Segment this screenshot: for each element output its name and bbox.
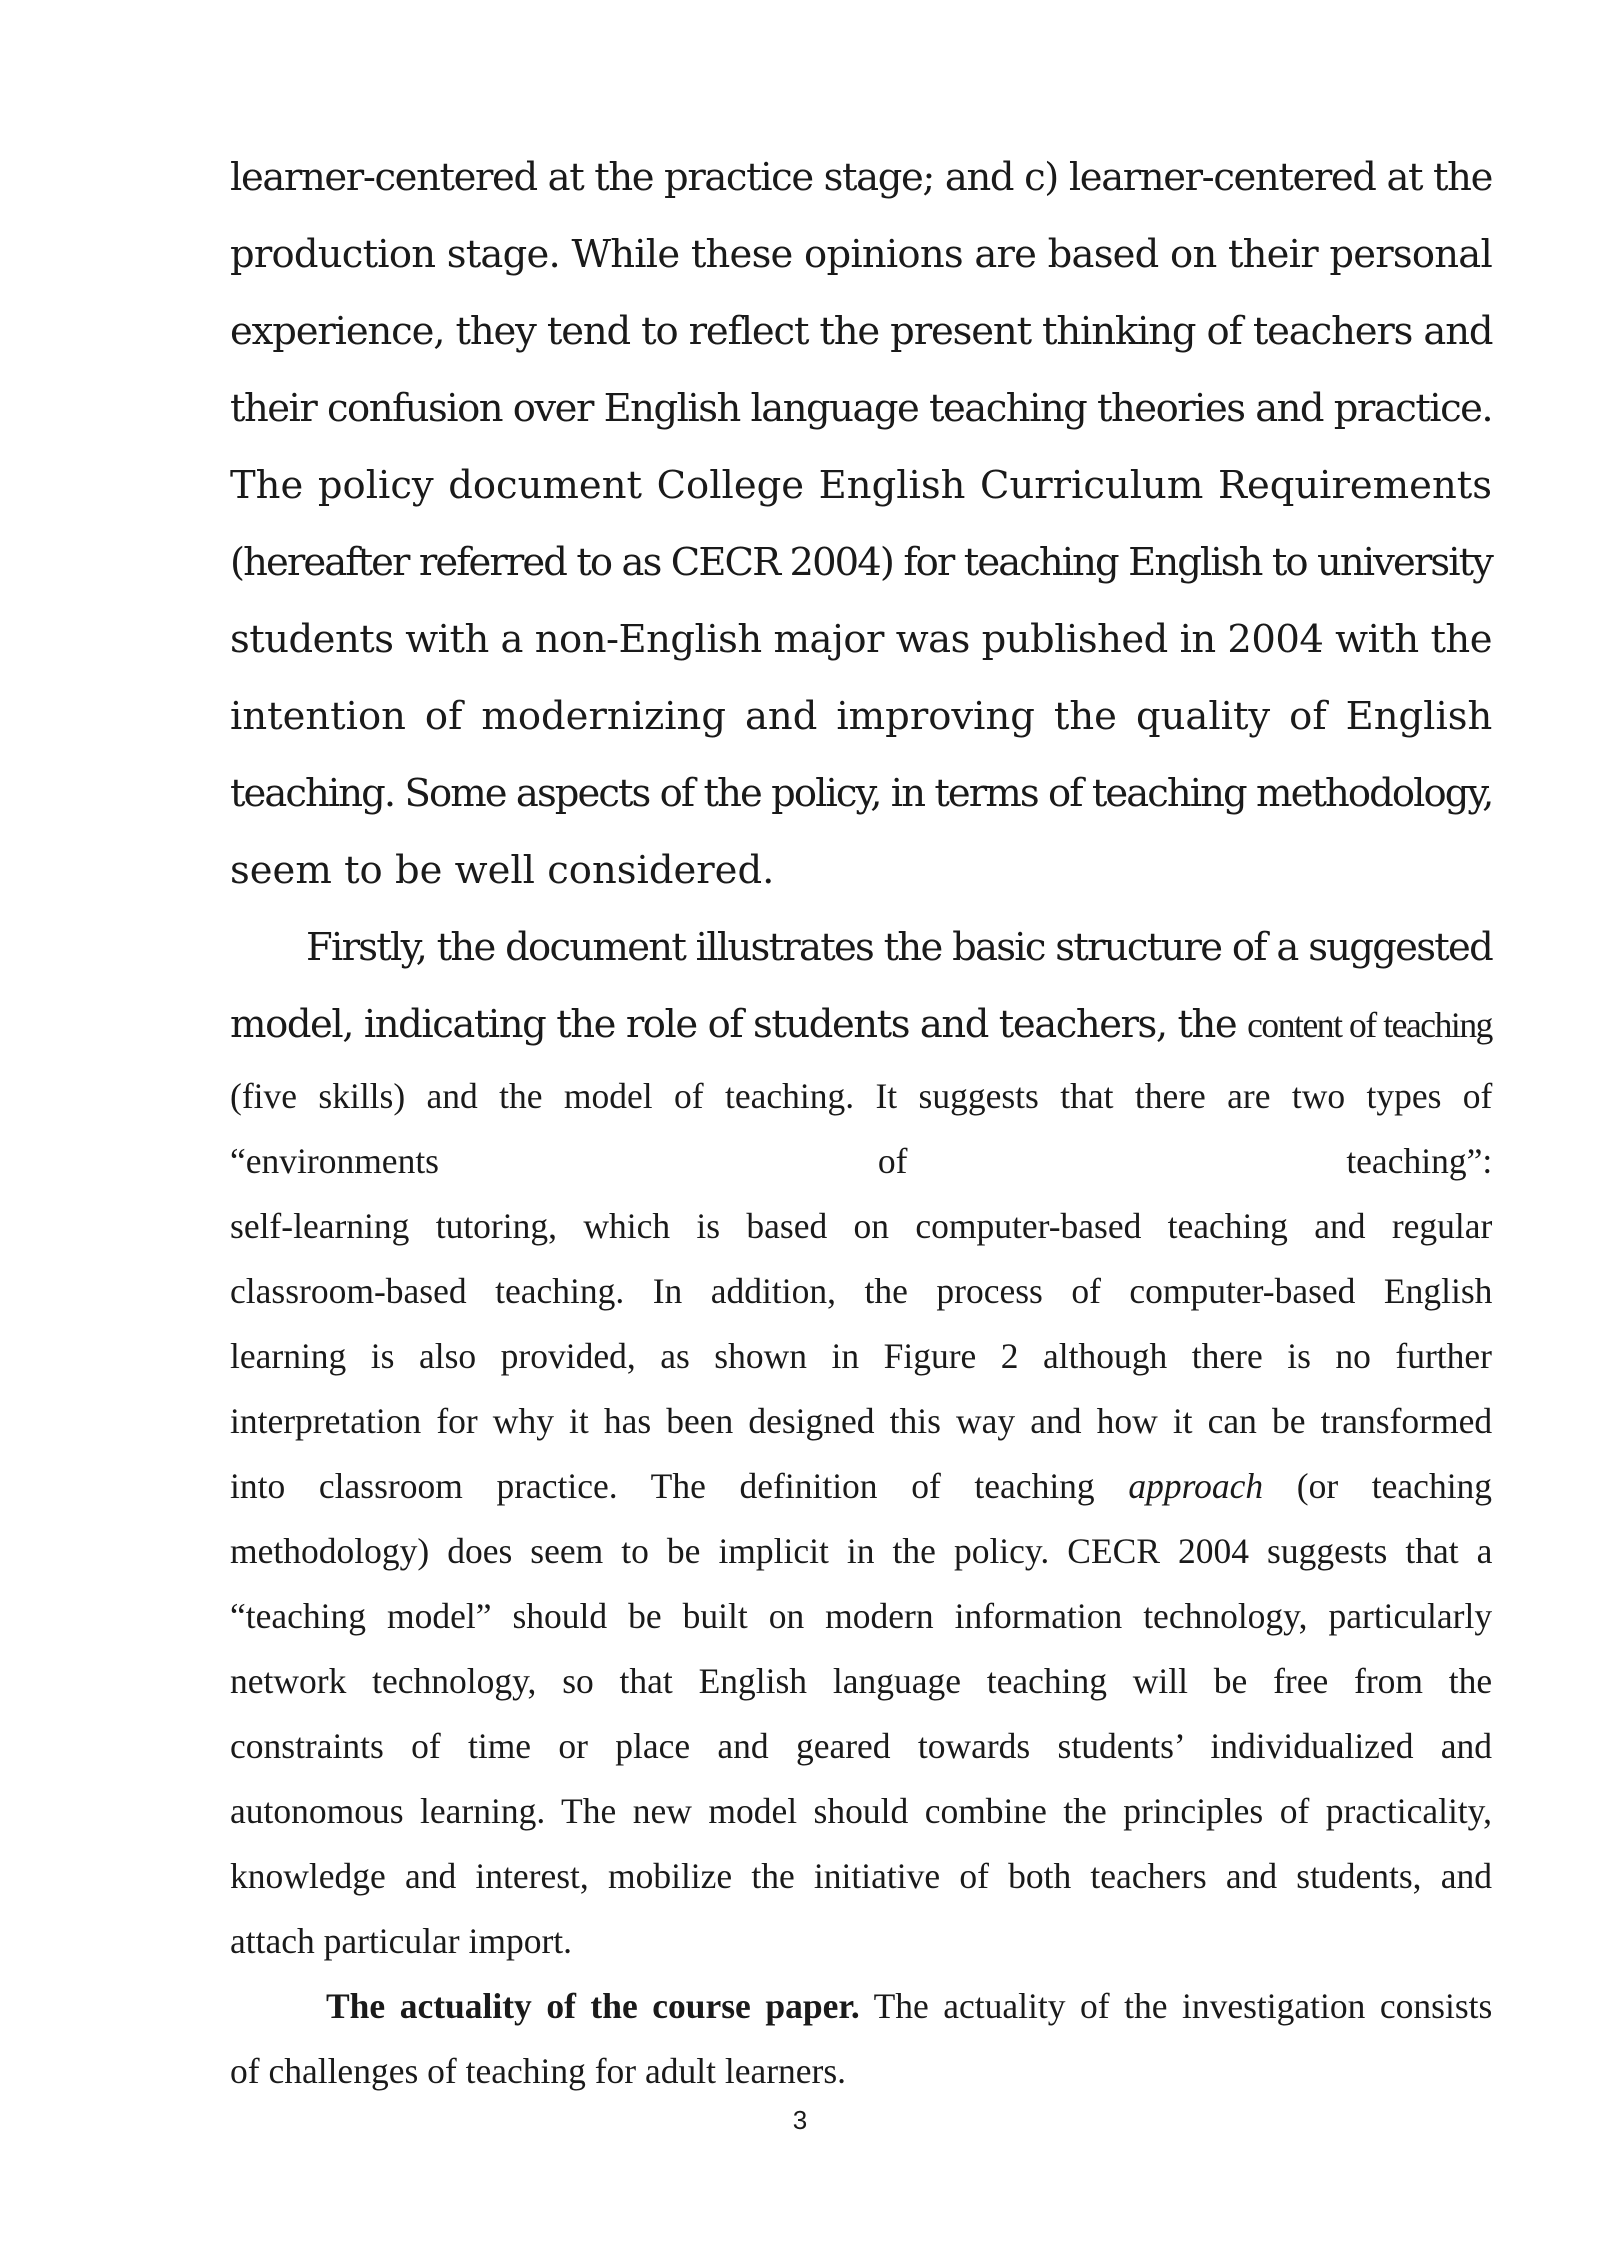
text-line: autonomous learning. The new model should combine the principles of practicality, <box>230 1791 1492 1831</box>
text-line: their confusion over English language teaching theories and practice. <box>230 386 1493 431</box>
text-line: methodology) does seem to be implicit in the policy. CECR 2004 suggests that a <box>230 1531 1493 1571</box>
text-line: The policy document College English Curriculum Requirements <box>230 463 1492 508</box>
text-line: attach particular import. <box>230 1921 573 1961</box>
text-line-with-bold <box>326 1985 1492 2027</box>
text-line-with-italic <box>230 1465 1492 1507</box>
text-line: teaching. Some aspects of the policy, in terms of teaching methodology, <box>230 771 1493 816</box>
text-span: The actuality of the investigation consists <box>859 1986 1493 2026</box>
text-line: Firstly, the document illustrates the basic structure of a suggested <box>306 925 1492 970</box>
text-span: into classroom practice. The definition of teaching <box>230 1466 1129 1506</box>
text-span: (or teaching <box>1263 1466 1493 1506</box>
italic-term: approach <box>1128 1466 1264 1506</box>
text-line: “environments of teaching”: <box>230 1141 1493 1181</box>
text-line: production stage. While these opinions are based on their personal <box>230 232 1492 277</box>
page-number: 3 <box>792 2105 808 2135</box>
text-line: learner-centered at the practice stage; and c) learner-centered at the <box>230 155 1492 200</box>
text-line: constraints of time or place and geared towards students’ individualized and <box>230 1726 1492 1766</box>
text-line: experience, they tend to reflect the present thinking of teachers and <box>230 309 1493 354</box>
text-line: students with a non-English major was published in 2004 with the <box>230 617 1492 662</box>
text-line: classroom-based teaching. In addition, the process of computer-based English <box>230 1271 1493 1311</box>
text-line: intention of modernizing and improving the quality of English <box>230 694 1493 739</box>
text-line: knowledge and interest, mobilize the initiative of both teachers and students, and <box>230 1856 1492 1896</box>
bold-heading: The actuality of the course paper. <box>326 1986 860 2026</box>
text-line-mixed <box>230 1002 1492 1047</box>
text-line: interpretation for why it has been designed this way and how it can be transformed <box>230 1401 1493 1441</box>
text-line: of challenges of teaching for adult learners. <box>230 2051 847 2091</box>
text-span: model, indicating the role of students and teachers, the <box>230 1002 1248 1047</box>
text-line: seem to be well considered. <box>230 848 775 893</box>
text-line: self-learning tutoring, which is based on computer-based teaching and regular <box>230 1206 1493 1246</box>
text-line: (hereafter referred to as CECR 2004) for teaching English to university <box>230 540 1492 585</box>
text-line: “teaching model” should be built on modern information technology, particularly <box>230 1596 1493 1636</box>
text-line: learning is also provided, as shown in Figure 2 although there is no further <box>230 1336 1492 1376</box>
text-span: content of teaching <box>1247 1005 1492 1045</box>
text-line: (five skills) and the model of teaching. It suggests that there are two types of <box>230 1076 1493 1116</box>
text-line: network technology, so that English language teaching will be free from the <box>230 1661 1493 1701</box>
